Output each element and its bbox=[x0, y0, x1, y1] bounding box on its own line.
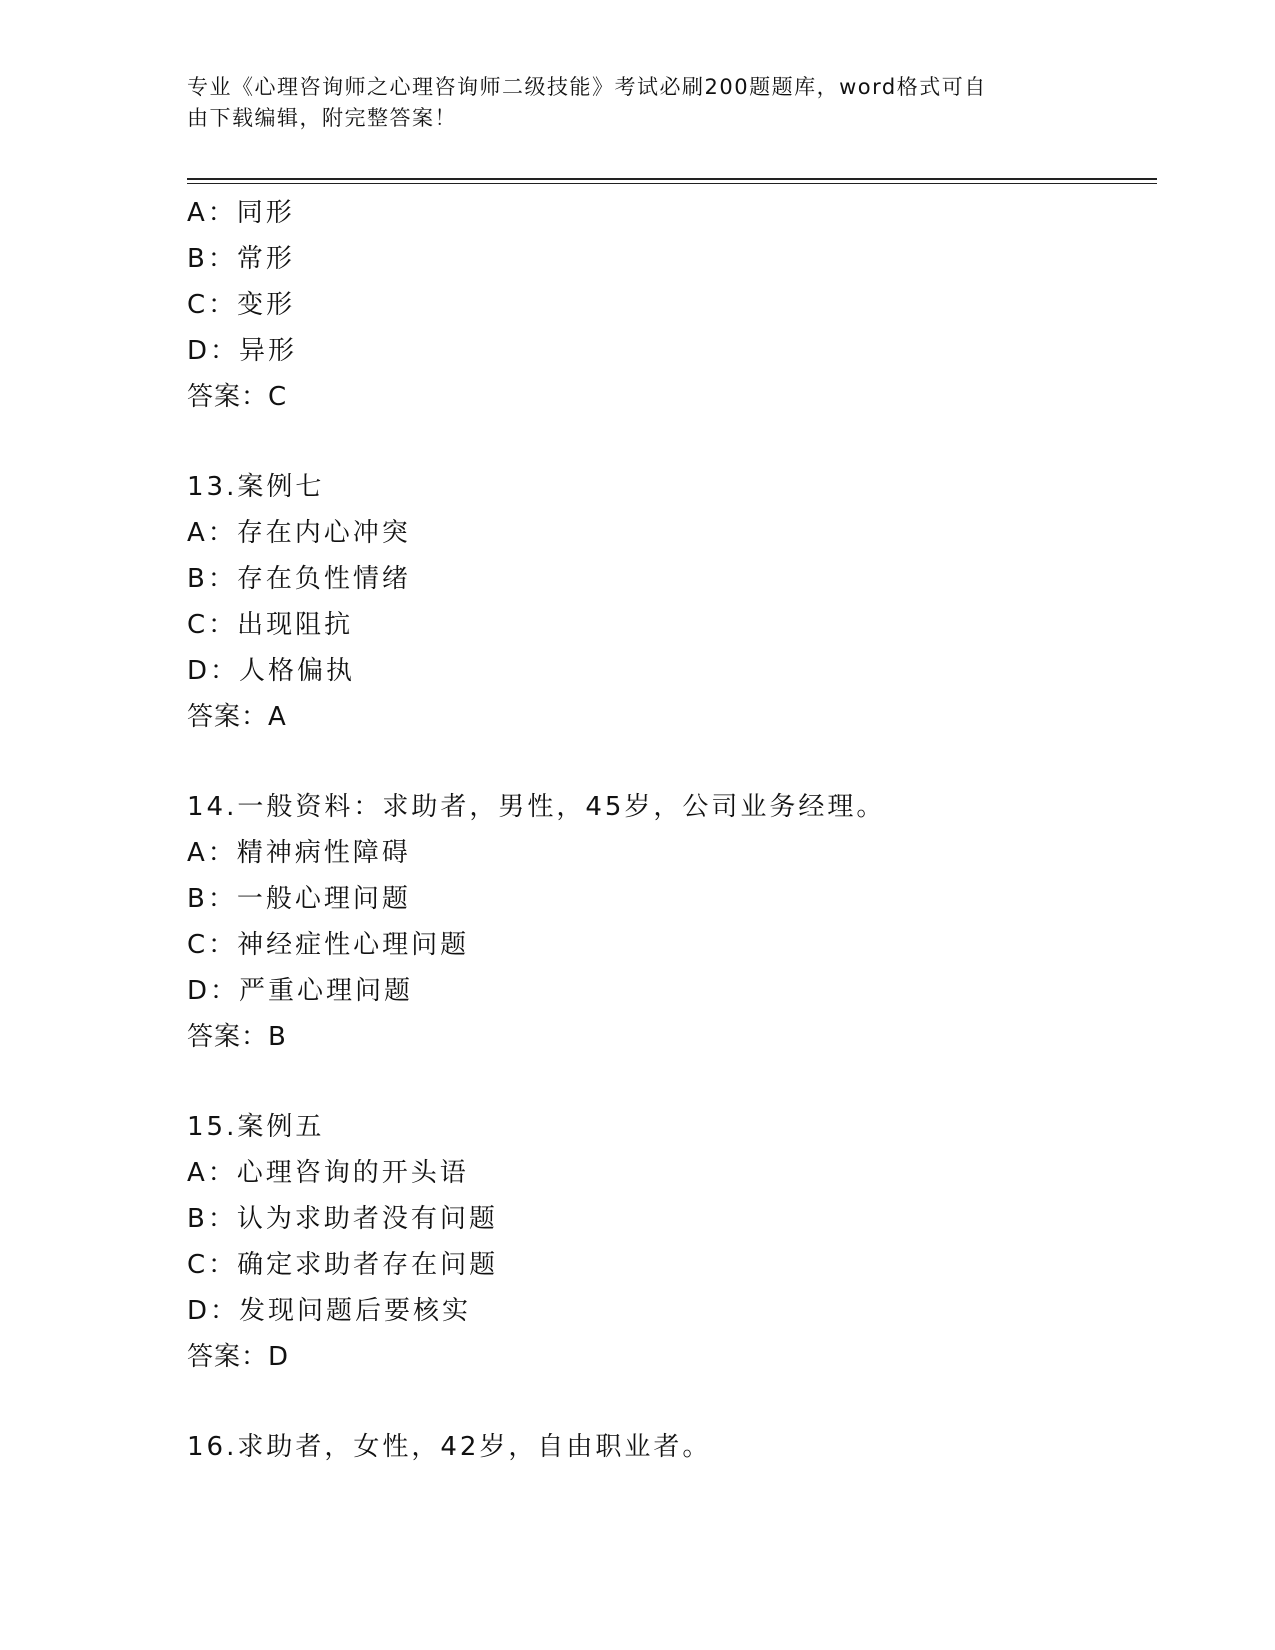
option-d: D：严重心理问题 bbox=[187, 976, 414, 1006]
question-12 bbox=[187, 190, 1157, 420]
option-d: D：发现问题后要核实 bbox=[187, 1296, 472, 1326]
option-b: B：存在负性情绪 bbox=[187, 564, 411, 594]
answer: 答案：A bbox=[187, 702, 287, 732]
header-line-1: 专业《心理咨询师之心理咨询师二级技能》考试必刷200题题库，word格式可自 bbox=[187, 75, 987, 99]
question-title: 15.案例五 bbox=[187, 1112, 325, 1142]
header-divider-thin bbox=[187, 183, 1157, 184]
question-15 bbox=[187, 1104, 1157, 1380]
option-d: D：人格偏执 bbox=[187, 656, 356, 686]
option-a: A：存在内心冲突 bbox=[187, 518, 411, 548]
spacer bbox=[187, 740, 1157, 784]
option-b: B：常形 bbox=[187, 244, 295, 274]
option-b: B：认为求助者没有问题 bbox=[187, 1204, 498, 1234]
question-13 bbox=[187, 464, 1157, 740]
document-header bbox=[187, 72, 1067, 134]
answer: 答案：D bbox=[187, 1342, 290, 1372]
question-title: 16.求助者，女性，42岁，自由职业者。 bbox=[187, 1432, 712, 1462]
spacer bbox=[187, 420, 1157, 464]
header-divider-thick bbox=[187, 178, 1157, 180]
option-c: C：出现阻抗 bbox=[187, 610, 354, 640]
question-16 bbox=[187, 1424, 1157, 1470]
spacer bbox=[187, 1060, 1157, 1104]
option-c: C：确定求助者存在问题 bbox=[187, 1250, 499, 1280]
option-c: C：神经症性心理问题 bbox=[187, 930, 470, 960]
spacer bbox=[187, 1380, 1157, 1424]
option-a: A：同形 bbox=[187, 198, 295, 228]
question-title: 14.一般资料：求助者，男性，45岁，公司业务经理。 bbox=[187, 792, 886, 822]
answer: 答案：B bbox=[187, 1022, 287, 1052]
option-c: C：变形 bbox=[187, 290, 296, 320]
question-list bbox=[187, 190, 1157, 1470]
question-14 bbox=[187, 784, 1157, 1060]
option-a: A：精神病性障碍 bbox=[187, 838, 411, 868]
question-title: 13.案例七 bbox=[187, 472, 325, 502]
answer: 答案：C bbox=[187, 382, 288, 412]
header-line-2: 由下载编辑，附完整答案！ bbox=[187, 106, 457, 130]
option-a: A：心理咨询的开头语 bbox=[187, 1158, 469, 1188]
option-b: B：一般心理问题 bbox=[187, 884, 411, 914]
option-d: D：异形 bbox=[187, 336, 298, 366]
